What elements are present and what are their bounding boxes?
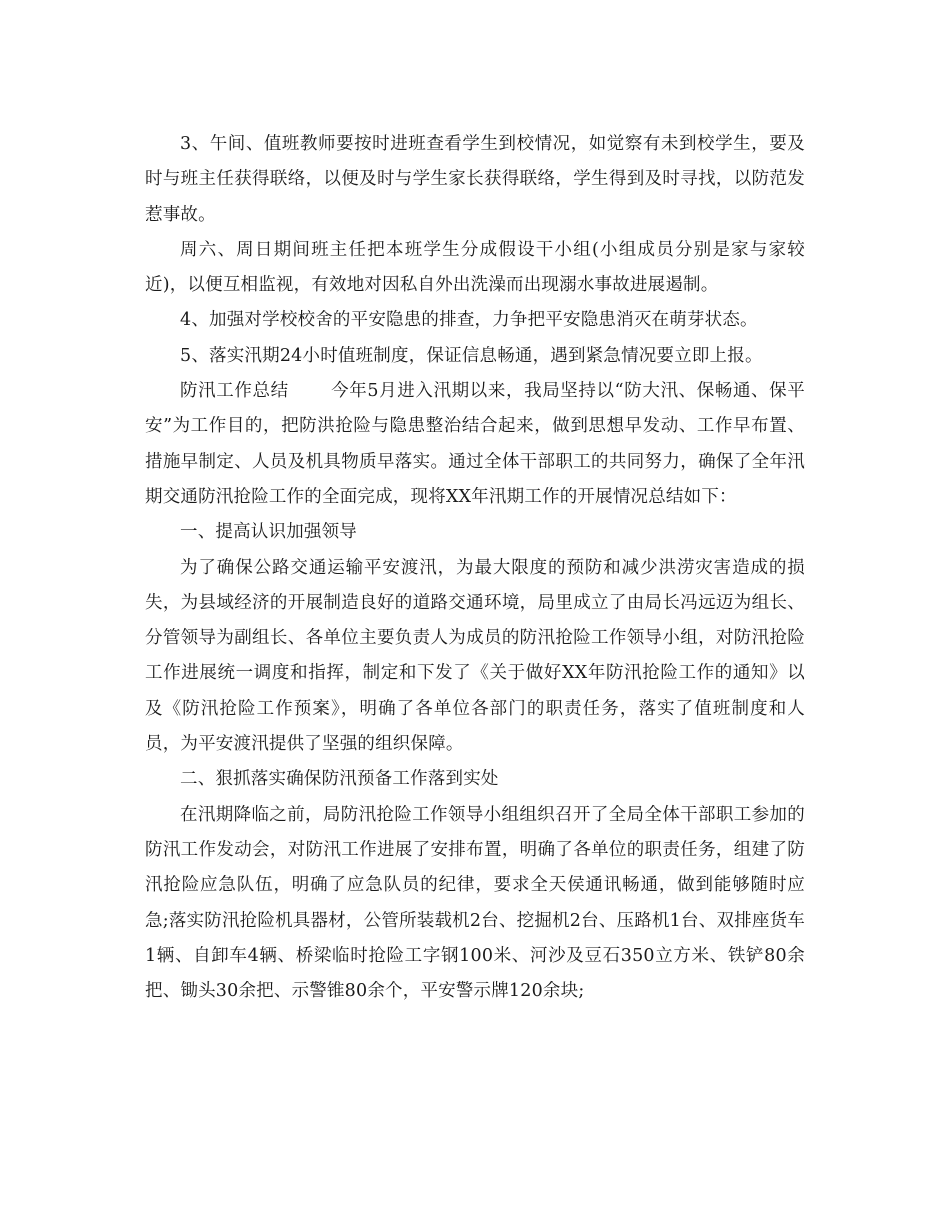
paragraph-weekend-groups: 周六、周日期间班主任把本班学生分成假设干小组(小组成员分别是家与家较近)，以便互相监视，有效地对因私自外出洗澡而出现溺水事故进展遏制。: [145, 239, 805, 296]
paragraph-item-5: 5、落实汛期24小时值班制度，保证信息畅通，遇到紧急情况要立即上报。: [180, 345, 763, 366]
summary-heading: 防汛工作总结: [180, 381, 289, 402]
paragraph-summary: [145, 374, 805, 515]
document-body: [145, 127, 805, 1009]
summary-body: 今年5月进入汛期以来，我局坚持以“防大汛、保畅通、保平安”为工作目的，把防洪抢险与隐患整治结合起来，做到思想早发动、工作早布置、措施早制定、人员及机具物质早落实。通过全体干部职工的共同努力，确保了全年汛期交通防汛抢险工作的全面完成，现将XX年汛期工作的开展情况总结如下：: [145, 381, 805, 507]
section-1-body: 为了确保公路交通运输平安渡汛，为最大限度的预防和减少洪涝灾害造成的损失，为县域经济的开展制造良好的道路交通环境，局里成立了由局长冯远迈为组长、分管领导为副组长、各单位主要负责人为成员的防汛抢险工作领导小组，对防汛抢险工作进展统一调度和指挥，制定和下发了《关于做好XX年防汛抢险工作的通知》以及《防汛抢险工作预案》，明确了各单位各部门的职责任务，落实了值班制度和人员，为平安渡汛提供了坚强的组织保障。: [145, 557, 805, 755]
section-1-title: 一、提高认识加强领导: [180, 522, 357, 543]
section-2-body: 在汛期降临之前，局防汛抢险工作领导小组组织召开了全局全体干部职工参加的防汛工作发动会，对防汛工作进展了安排布置，明确了各单位的职责任务，组建了防汛抢险应急队伍，明确了应急队员的纪律，要求全天侯通讯畅通，做到能够随时应急;落实防汛抢险机具器材，公管所装载机2台、挖掘机2台、压路机1台、双排座货车1辆、自卸车4辆、桥梁临时抢险工字钢100米、河沙及豆石350立方米、铁铲80余把、锄头30余把、示警锥80余个，平安警示牌120余块;: [145, 804, 805, 1002]
paragraph-item-4: 4、加强对学校校舍的平安隐患的排查，力争把平安隐患消灭在萌芽状态。: [180, 310, 758, 331]
section-2-title: 二、狠抓落实确保防汛预备工作落到实处: [180, 769, 499, 790]
paragraph-item-3: 3、午间、值班教师要按时进班查看学生到校情况，如觉察有未到校学生，要及时与班主任获得联络，以便及时与学生家长获得联络，学生得到及时寻找，以防范发惹事故。: [145, 134, 805, 225]
